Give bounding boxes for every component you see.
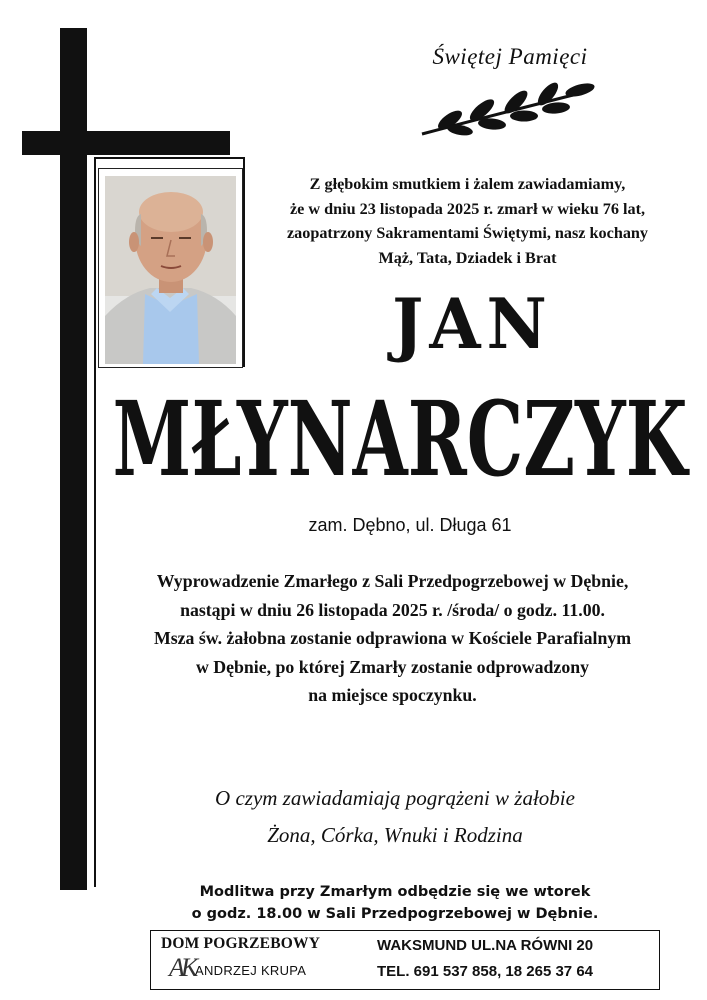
mourners-intro: O czym zawiadamiają pogrążeni w żałobie bbox=[215, 786, 575, 810]
cross-outline-horizontal bbox=[94, 157, 244, 159]
deceased-surname: MŁYNARCZYK bbox=[112, 378, 688, 500]
funeral-home-box bbox=[150, 930, 660, 990]
intro-line: Mąż, Tata, Dziadek i Brat bbox=[378, 248, 557, 267]
prayer-line: o godz. 18.00 w Sali Przedpogrzebowej w Dębnie. bbox=[191, 906, 599, 922]
portrait-image bbox=[105, 176, 236, 364]
intro-line: zaopatrzony Sakramentami Świętymi, nasz kochany bbox=[286, 224, 649, 242]
announcement-intro bbox=[245, 172, 690, 270]
mourners-family: Żona, Córka, Wnuki i Rodzina bbox=[267, 823, 523, 847]
funeral-home-logo: AK bbox=[169, 953, 195, 982]
intro-line: że w dniu 23 listopada 2025 r. zmarł w wieku 76 lat, bbox=[289, 199, 646, 218]
cross-horizontal-beam bbox=[22, 131, 230, 155]
funeral-home-owner: ANDRZEJ KRUPA bbox=[195, 963, 307, 978]
ceremony-line: na miejsce spoczynku. bbox=[308, 685, 477, 705]
cross-vertical-beam bbox=[60, 28, 87, 890]
funeral-home-name: DOM POGRZEBOWY bbox=[161, 935, 321, 952]
prayer-line: Modlitwa przy Zmarłym odbędzie się we wtorek bbox=[199, 884, 591, 900]
ceremony-line: nastąpi w dniu 26 listopada 2025 r. /środa/ o godz. 11.00. bbox=[180, 599, 605, 620]
prayer-notice bbox=[125, 881, 665, 925]
funeral-home-phones: TEL. 691 537 858, 18 265 37 64 bbox=[377, 963, 593, 980]
ceremony-line: Wyprowadzenie Zmarłego z Sali Przedpogrzebowej w Dębnie, bbox=[156, 571, 629, 591]
intro-line: Z głębokim smutkiem i żalem zawiadamiamy, bbox=[309, 175, 626, 193]
ceremony-line: w Dębnie, po której Zmarły zostanie odprowadzony bbox=[195, 656, 589, 677]
cross-outline-vertical bbox=[94, 157, 96, 887]
portrait-photo bbox=[105, 176, 236, 364]
ceremony-details bbox=[100, 567, 685, 710]
funeral-home-address: WAKSMUND UL.NA RÓWNI 20 bbox=[377, 937, 594, 954]
laurel-branch-icon bbox=[420, 78, 600, 140]
deceased-first-name: JAN bbox=[392, 283, 553, 365]
deceased-address: zam. Dębno, ul. Długa 61 bbox=[308, 515, 512, 535]
heading-in-memory: Świętej Pamięci bbox=[432, 44, 588, 69]
ceremony-line: Msza św. żałobna zostanie odprawiona w Kościele Parafialnym bbox=[153, 628, 632, 648]
